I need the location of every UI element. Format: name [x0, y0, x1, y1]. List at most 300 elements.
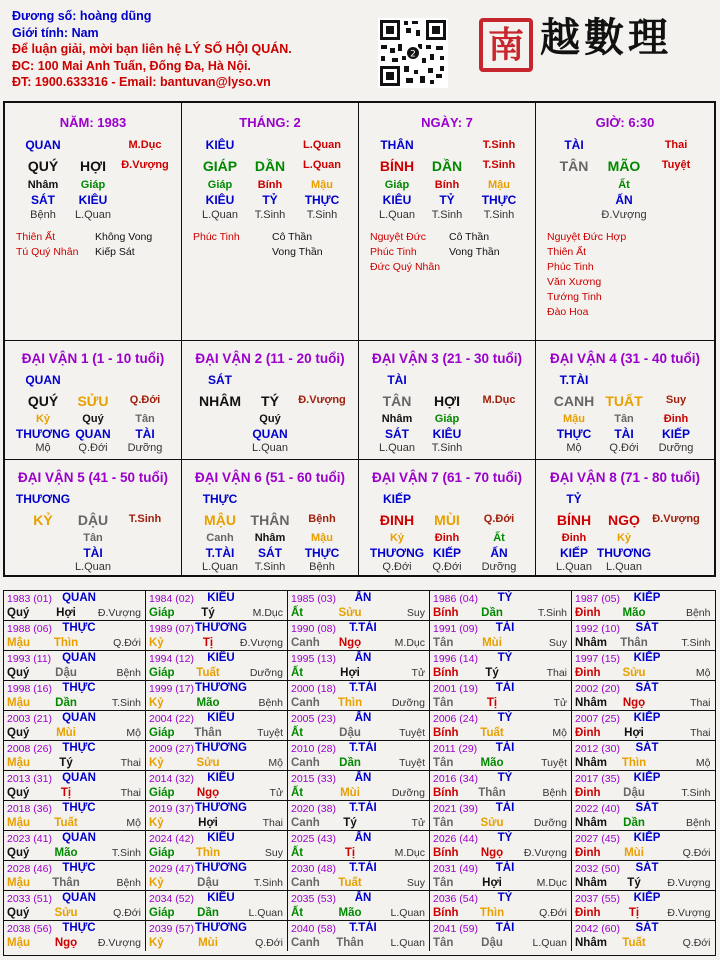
year-label: 2000 (18) [291, 683, 336, 695]
hidden-star: TỶ [262, 193, 278, 207]
dai-van-hidden-stem: Tân [135, 413, 155, 425]
year-label: 1995 (13) [291, 653, 336, 665]
year-can: Đinh [575, 907, 601, 919]
owner-name: Đương số: hoàng dũng [12, 9, 152, 23]
dai-van-phase: Q.Đới [129, 394, 161, 406]
pillar-can: TÂN [559, 158, 589, 174]
dai-van-can: ĐINH [379, 512, 415, 528]
year-stage: Mộ [695, 667, 711, 679]
dai-van-star: QUAN [25, 373, 61, 387]
year-chi: Ngọ [480, 847, 504, 859]
year-chi: Tuất [480, 727, 504, 739]
year-stage: Tử [553, 697, 567, 709]
year-stage: Tử [411, 667, 425, 679]
year-cell [572, 711, 715, 741]
year-can: Nhâm [575, 757, 607, 769]
year-label: 2033 (51) [7, 893, 52, 905]
pillar-stage: Thai [664, 139, 688, 151]
year-can: Canh [291, 697, 320, 709]
dai-van-hidden-star: T.TÀI [205, 546, 235, 560]
year-can: Ất [291, 847, 304, 859]
dai-van-hidden-stage: Mộ [566, 442, 582, 454]
year-chi: Dậu [55, 667, 77, 679]
dai-van-hidden-stage: L.Quan [251, 442, 289, 454]
year-label: 1994 (12) [149, 653, 194, 665]
year-chi: Tý [627, 877, 641, 889]
hidden-stage: Đ.Vượng [601, 209, 647, 221]
year-cell [430, 591, 572, 621]
year-stage: Thai [690, 727, 711, 739]
year-star: KIẾP [633, 712, 661, 724]
dai-van-hidden-stage: Q.Đới [609, 442, 639, 454]
year-star: TÀI [495, 742, 515, 754]
year-can: Đinh [575, 787, 601, 799]
year-stage: Thai [120, 787, 141, 799]
dai-van-phase: M.Dục [482, 394, 516, 406]
year-cell [4, 861, 146, 891]
hidden-stem: Bính [257, 179, 283, 191]
dai-van-hidden-stage: L.Quan [378, 442, 416, 454]
year-stage: Đ.Vượng [239, 637, 283, 649]
year-cell [572, 651, 715, 681]
year-cell [430, 681, 572, 711]
year-label: 2031 (49) [433, 863, 478, 875]
spirit-item: Cô Thần [449, 231, 490, 243]
dai-van-chi: MÙI [434, 512, 460, 528]
dai-van-hidden-star: KIẾP [432, 546, 462, 560]
year-can: Nhâm [575, 697, 607, 709]
dai-van-chi: THÂN [250, 512, 290, 528]
year-star: ẤN [354, 592, 372, 604]
year-can: Mậu [7, 697, 30, 709]
year-stage: M.Dục [394, 847, 425, 859]
year-chi: Sửu [54, 907, 78, 919]
year-can: Tân [433, 697, 454, 709]
year-label: 2028 (46) [7, 863, 52, 875]
dai-van-hidden-stage: Dưỡng [127, 442, 163, 454]
year-can: Tân [433, 937, 454, 949]
year-chi: Dậu [623, 787, 645, 799]
dai-van-hidden-stage: L.Quan [201, 561, 239, 573]
year-chi: Mão [54, 847, 78, 859]
spirits-list-b [449, 230, 500, 260]
year-label: 2020 (38) [291, 803, 336, 815]
year-chi: Thìn [479, 907, 505, 919]
hidden-stage: L.Quan [74, 209, 112, 221]
year-label: 2012 (30) [575, 743, 620, 755]
year-label: 2011 (29) [433, 743, 478, 755]
year-label: 2002 (20) [575, 683, 620, 695]
dai-van-hidden-stem: Đinh [561, 532, 587, 544]
year-can: Quý [7, 907, 30, 919]
year-chi: Thân [194, 727, 222, 739]
dai-van-can: QUÝ [27, 393, 59, 409]
year-stage: Dưỡng [391, 787, 425, 799]
pillar-title: NĂM: 1983 [59, 115, 127, 130]
year-can: Quý [7, 847, 30, 859]
year-star: THỰC [62, 922, 96, 934]
dai-van-hidden-stem: Quý [259, 413, 281, 425]
dai-van-hidden-stage: L.Quan [605, 561, 643, 573]
year-chi: Tuất [196, 667, 220, 679]
dai-van-title: ĐẠI VẬN 5 (41 - 50 tuổi) [17, 470, 169, 485]
year-label: 2023 (41) [7, 833, 52, 845]
dai-van-chi: HỢI [434, 393, 460, 409]
year-can: Ất [291, 907, 304, 919]
year-stage: M.Dục [394, 637, 425, 649]
year-star: KIẾP [633, 772, 661, 784]
dai-van-title: ĐẠI VẬN 8 (71 - 80 tuổi) [549, 470, 701, 485]
year-cell [288, 681, 430, 711]
year-chi: Thân [478, 787, 506, 799]
dai-van-hidden-stem: Kỷ [389, 532, 405, 544]
year-star: KIÊU [207, 592, 235, 604]
year-label: 2006 (24) [433, 713, 478, 725]
dai-van-can: CANH [553, 393, 595, 409]
hidden-stage: T.Sinh [483, 209, 515, 221]
year-stage: Suy [406, 877, 425, 889]
dai-van-chi: DẬU [77, 512, 109, 528]
year-can: Tân [433, 877, 454, 889]
year-cell [288, 861, 430, 891]
year-label: 1987 (05) [575, 593, 620, 605]
year-label: 2003 (21) [7, 713, 52, 725]
year-can: Quý [7, 787, 30, 799]
year-star: TÀI [495, 622, 515, 634]
year-chi: Mùi [624, 847, 644, 859]
year-star: ẤN [354, 652, 372, 664]
year-star: ẤN [354, 892, 372, 904]
year-star: TỶ [497, 832, 513, 844]
dai-van-hidden-stage: T.Sinh [254, 561, 286, 573]
year-label: 2037 (55) [575, 893, 620, 905]
pillar-chi: HỢI [80, 158, 106, 174]
year-chi: Tuất [54, 817, 78, 829]
year-label: 2017 (35) [575, 773, 620, 785]
year-stage: Mộ [552, 727, 567, 739]
year-cell [288, 891, 430, 921]
year-can: Quý [7, 667, 30, 679]
year-chi: Thìn [53, 637, 79, 649]
year-can: Mậu [7, 877, 30, 889]
dai-van-hidden-stem: Mậu [563, 413, 585, 425]
year-label: 2007 (25) [575, 713, 620, 725]
dai-van-phase: Đ.Vượng [652, 513, 700, 525]
year-star: QUAN [62, 652, 96, 664]
spirit-item: Kiếp Sát [95, 246, 135, 258]
year-stage: Q.Đới [113, 907, 141, 919]
year-label: 1992 (10) [575, 623, 620, 635]
year-stage: Bệnh [685, 817, 711, 829]
year-chi: Ngọ [622, 697, 646, 709]
hidden-stage: T.Sinh [431, 209, 463, 221]
year-can: Ất [291, 727, 304, 739]
year-can: Nhâm [575, 937, 607, 949]
year-label: 2010 (28) [291, 743, 336, 755]
year-cell [572, 681, 715, 711]
year-stage: Đ.Vượng [97, 607, 141, 619]
year-stage: Đ.Vượng [523, 847, 567, 859]
chart-grid [3, 101, 716, 577]
year-chi: Mão [196, 697, 220, 709]
pillar-3 [359, 103, 536, 341]
year-chi: Thìn [195, 847, 221, 859]
year-can: Bính [433, 667, 459, 679]
dai-van-star: THỰC [202, 492, 238, 506]
qr-code-icon[interactable] [378, 18, 448, 88]
year-star: T.TÀI [349, 622, 377, 634]
pillar-star: QUAN [25, 138, 61, 152]
year-label: 1985 (03) [291, 593, 336, 605]
year-cell [572, 591, 715, 621]
hidden-star: SÁT [31, 193, 55, 207]
hidden-stem: Giáp [207, 179, 233, 191]
year-cell [146, 711, 288, 741]
hidden-stage: L.Quan [201, 209, 239, 221]
dai-van-hidden-star: TÀI [135, 427, 155, 441]
spirit-item: Vong Thần [272, 246, 323, 258]
year-can: Mậu [7, 817, 30, 829]
year-label: 1986 (04) [433, 593, 478, 605]
year-can: Tân [433, 637, 454, 649]
year-star: QUAN [62, 772, 96, 784]
year-star: THƯƠNG [195, 862, 247, 874]
year-cell [288, 771, 430, 801]
pillar-phase: Tuyệt [661, 159, 691, 171]
year-cell [572, 741, 715, 771]
dai-van-star: THƯƠNG [15, 492, 71, 506]
dai-van-can: KỶ [33, 512, 53, 528]
dai-van-phase: Suy [665, 394, 687, 406]
year-label: 2005 (23) [291, 713, 336, 725]
year-star: QUAN [62, 832, 96, 844]
year-cell [430, 621, 572, 651]
year-label: 2014 (32) [149, 773, 194, 785]
dai-van-hidden-stem: Kỷ [616, 532, 632, 544]
year-cell [146, 771, 288, 801]
year-can: Tân [433, 817, 454, 829]
year-can: Canh [291, 757, 320, 769]
pillar-star: TÀI [564, 138, 584, 152]
year-stage: Q.Đới [255, 937, 283, 949]
year-cell [430, 711, 572, 741]
year-chi: Ngọ [196, 787, 220, 799]
dai-van-hidden-stage: Dưỡng [658, 442, 694, 454]
year-chi: Tuất [622, 937, 646, 949]
pillar-can: GIÁP [202, 158, 238, 174]
year-star: THƯƠNG [195, 622, 247, 634]
year-can: Đinh [575, 667, 601, 679]
year-label: 2036 (54) [433, 893, 478, 905]
dai-van-phase: Q.Đới [483, 513, 515, 525]
year-stage: Bệnh [685, 607, 711, 619]
year-stage: T.Sinh [681, 787, 711, 799]
year-star: THỰC [62, 862, 96, 874]
year-stage: T.Sinh [111, 697, 141, 709]
year-stage: Mộ [695, 757, 711, 769]
year-star: KIẾP [633, 832, 661, 844]
year-stage: Q.Đới [113, 637, 141, 649]
dai-van-hidden-star: KIẾP [559, 546, 589, 560]
year-cell [572, 861, 715, 891]
year-stage: Thai [262, 817, 283, 829]
year-label: 2029 (47) [149, 863, 194, 875]
year-can: Canh [291, 817, 320, 829]
year-can: Kỷ [149, 637, 164, 649]
dai-van-hidden-stem: Tân [83, 532, 103, 544]
year-stage: Bệnh [116, 667, 141, 679]
dai-van-hidden-stage: L.Quan [555, 561, 593, 573]
year-chi: Sửu [338, 607, 362, 619]
year-can: Kỷ [149, 757, 164, 769]
pillar-stage: T.Sinh [482, 139, 516, 151]
dai-van-chi: NGỌ [608, 512, 640, 528]
year-stage: Tử [411, 817, 425, 829]
dai-van-hidden-star: TÀI [614, 427, 634, 441]
spirit-item: Nguyệt Đức Hợp [547, 231, 627, 243]
year-star: T.TÀI [349, 802, 377, 814]
dai-van-hidden-stem: Tân [614, 413, 634, 425]
year-star: KIÊU [207, 772, 235, 784]
pillar-can: QUÝ [27, 158, 59, 174]
year-star: ẤN [354, 772, 372, 784]
year-label: 2019 (37) [149, 803, 194, 815]
year-chi: Dậu [197, 877, 219, 889]
dai-van-star: TÀI [387, 373, 407, 387]
year-label: 1991 (09) [433, 623, 478, 635]
year-star: THƯƠNG [195, 742, 247, 754]
dai-van-chi: SỬU [77, 393, 109, 409]
year-chi: Dần [339, 757, 361, 769]
year-chi: Ngọ [54, 937, 78, 949]
dai-van-hidden-stem: Quý [82, 413, 104, 425]
year-can: Đinh [575, 607, 601, 619]
year-star: KIÊU [207, 832, 235, 844]
year-chi: Mão [622, 607, 646, 619]
address-line: ĐC: 100 Mai Anh Tuấn, Đống Đa, Hà Nội. [12, 58, 251, 73]
dai-van-8 [536, 460, 714, 577]
dai-van-hidden-star: QUAN [252, 427, 288, 441]
hidden-stage: T.Sinh [254, 209, 286, 221]
year-star: TÀI [495, 682, 515, 694]
year-can: Giáp [149, 787, 175, 799]
year-stage: Đ.Vượng [667, 877, 711, 889]
dai-van-hidden-star: TÀI [83, 546, 103, 560]
year-can: Đinh [575, 727, 601, 739]
year-chi: Hợi [56, 607, 76, 619]
pillar-title: GIỜ: 6:30 [595, 115, 655, 130]
year-cell [4, 831, 146, 861]
dai-van-hidden-star: ẤN [490, 546, 508, 560]
pillar-2 [182, 103, 359, 341]
year-label: 1998 (16) [7, 683, 52, 695]
dai-van-title: ĐẠI VẬN 6 (51 - 60 tuổi) [194, 470, 346, 485]
year-star: THƯƠNG [195, 802, 247, 814]
spirits-list-b [272, 230, 323, 260]
year-star: TÀI [495, 862, 515, 874]
year-stage: L.Quan [248, 907, 283, 919]
year-chi: Thìn [337, 697, 363, 709]
year-cell [146, 891, 288, 921]
year-cell [572, 621, 715, 651]
year-cell [288, 591, 430, 621]
dai-van-hidden-star: KIÊU [432, 427, 462, 441]
year-label: 2009 (27) [149, 743, 194, 755]
year-chi: Thân [52, 877, 80, 889]
year-star: SÁT [635, 742, 659, 754]
pillar-phase: T.Sinh [482, 159, 516, 171]
dai-van-hidden-stem: Nhâm [381, 413, 413, 425]
dai-van-hidden-stage: Q.Đới [382, 561, 412, 573]
dai-van-hidden-star: THƯƠNG [369, 546, 425, 560]
year-stage: Suy [406, 607, 425, 619]
svg-text:2: 2 [410, 49, 416, 60]
year-chi: Dậu [481, 937, 503, 949]
hidden-stem: Bính [434, 179, 460, 191]
year-cell [288, 711, 430, 741]
dai-van-7 [359, 460, 536, 577]
spirits-list-a [370, 230, 440, 275]
year-label: 1997 (15) [575, 653, 620, 665]
year-cell [4, 771, 146, 801]
dai-van-5 [5, 460, 182, 577]
dai-van-chi: TÝ [261, 393, 279, 409]
year-cell [146, 681, 288, 711]
year-cell [4, 801, 146, 831]
spirit-item: Tú Quý Nhân [16, 246, 79, 258]
year-cell [4, 681, 146, 711]
hidden-star: ẤN [615, 193, 633, 207]
hidden-stem: Nhâm [27, 179, 59, 191]
pillar-stage: L.Quan [303, 139, 341, 151]
year-stage: Tử [269, 787, 283, 799]
year-chi: Dần [623, 817, 645, 829]
year-cell [146, 621, 288, 651]
year-label: 2021 (39) [433, 803, 478, 815]
pillar-title: THÁNG: 2 [239, 115, 301, 130]
dai-van-hidden-stage: Bệnh [309, 561, 335, 573]
dai-van-hidden-star: QUAN [75, 427, 111, 441]
dai-van-hidden-stage: Dưỡng [481, 561, 517, 573]
year-cell [572, 771, 715, 801]
hidden-star: THỰC [304, 193, 340, 207]
year-label: 1989 (07) [149, 623, 194, 635]
year-stage: Dưỡng [391, 697, 425, 709]
year-can: Canh [291, 637, 320, 649]
dai-van-star: KIẾP [382, 492, 412, 506]
year-chi: Tị [628, 907, 640, 919]
dai-van-hidden-stem: Giáp [434, 413, 460, 425]
year-chi: Dần [481, 607, 503, 619]
spirit-item: Văn Xương [547, 276, 602, 288]
year-stage: Q.Đới [682, 847, 711, 859]
dai-van-can: TÂN [382, 393, 412, 409]
year-chi: Tý [59, 757, 73, 769]
year-cell [146, 741, 288, 771]
dai-van-hidden-stem: Mậu [311, 532, 333, 544]
year-label: 2008 (26) [7, 743, 52, 755]
year-label: 2038 (56) [7, 923, 52, 935]
year-chi: Hợi [340, 667, 360, 679]
spirit-item: Phúc Tinh [547, 261, 594, 273]
dai-van-can: BÍNH [556, 512, 592, 528]
year-stage: Suy [548, 637, 567, 649]
year-label: 1999 (17) [149, 683, 194, 695]
hidden-star: KIÊU [78, 193, 108, 207]
spirit-item: Thiên Ất [547, 246, 587, 258]
hidden-star: TỶ [439, 193, 455, 207]
pillar-stage: M.Dục [128, 139, 162, 151]
